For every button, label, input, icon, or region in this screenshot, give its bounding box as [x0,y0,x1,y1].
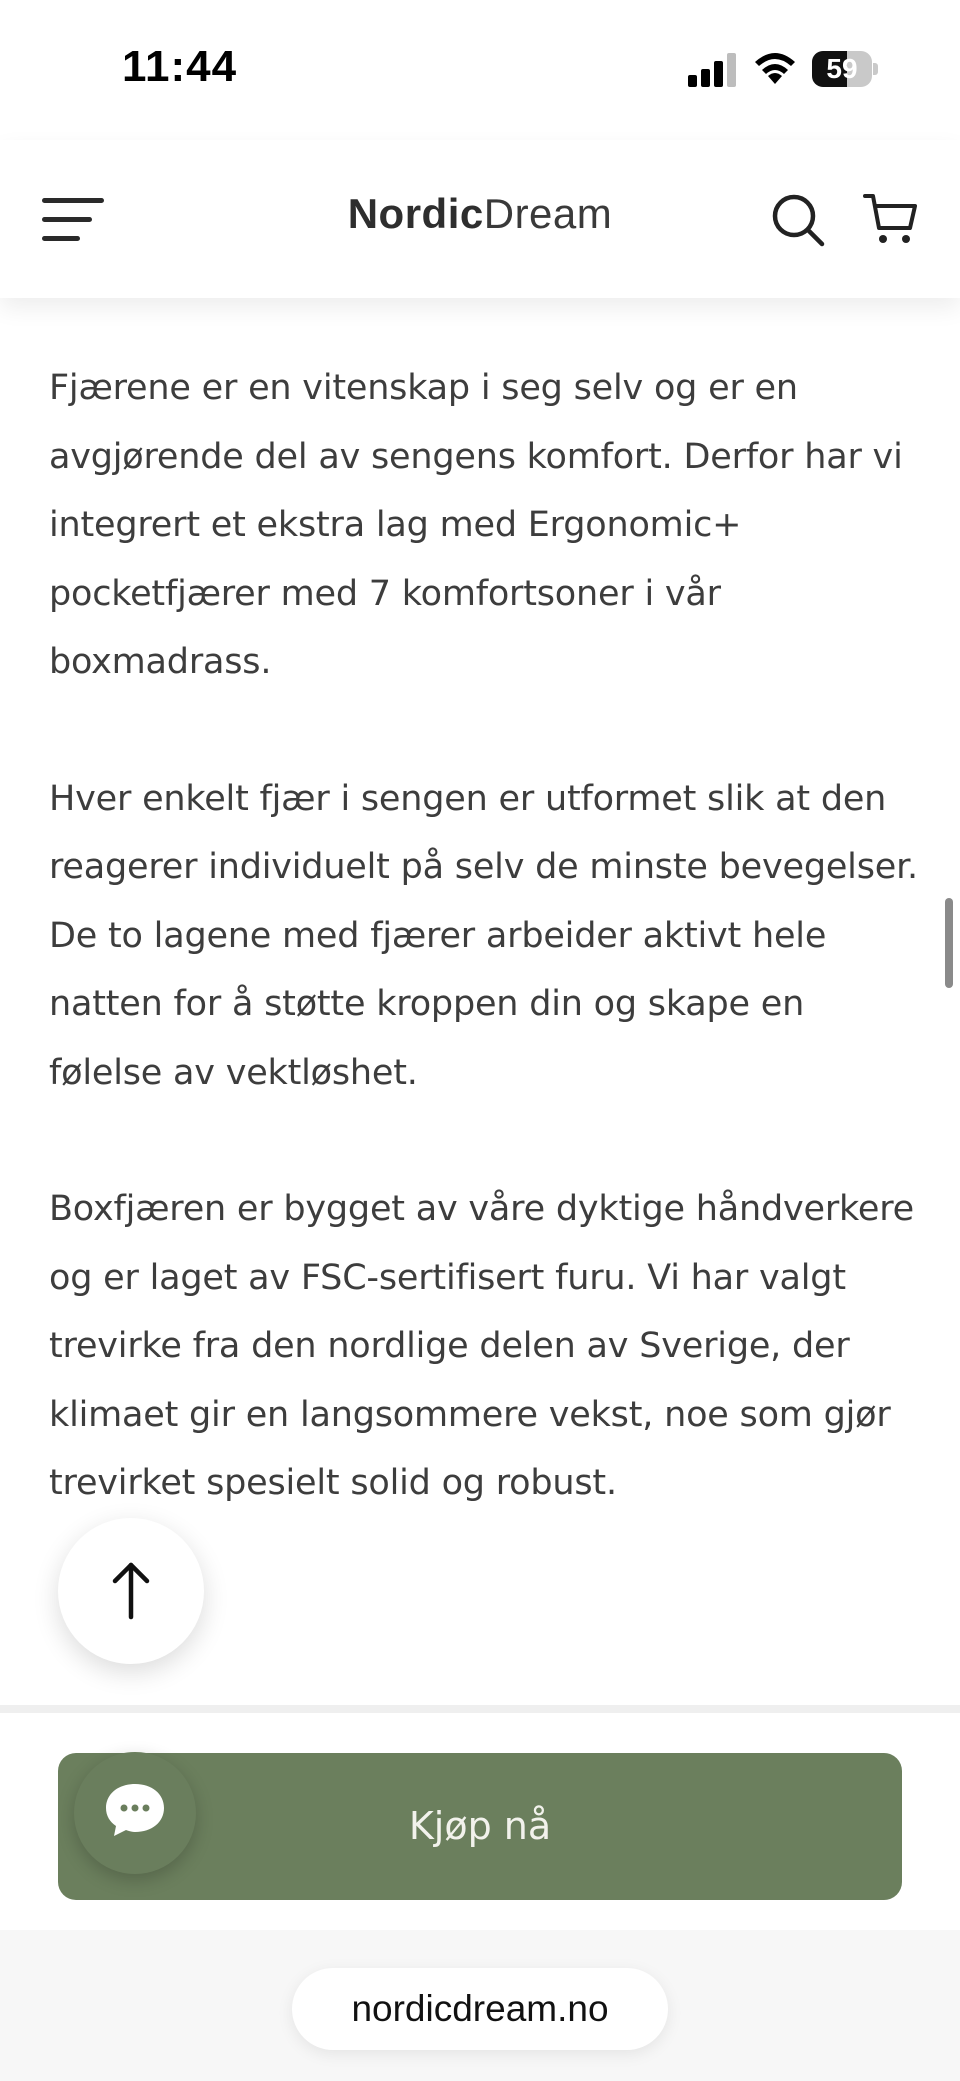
description-paragraph-2: Hver enkelt fjær i sengen er utformet slik at den reagerer individuelt på selv de minste bevegelser. De to lagene med fjærer arbeider aktivt hele natten for å støtte kroppen din og skape en følelse av vektløshet. [49,778,918,1093]
search-icon [770,192,826,248]
chat-bubble-icon [104,1782,166,1838]
logo-part-2: Dream [483,190,613,237]
divider [0,1705,960,1713]
status-bar [0,0,960,140]
cart-icon [862,190,918,250]
arrow-up-icon [107,1561,155,1621]
browser-url[interactable]: nordicdream.no [292,1968,668,2050]
product-description [49,354,921,1586]
search-button[interactable] [770,192,826,248]
battery-icon [812,51,878,87]
status-time: 11:44 [122,42,238,91]
cart-button[interactable] [862,190,918,250]
description-paragraph-1: Fjærene er en vitenskap i seg selv og er en avgjørende del av sengens komfort. Derfor har vi integrert et ekstra lag med Ergonomic+ pocketfjærer med 7 komfortsoner i vår boxmadrass. [49,368,903,682]
cellular-signal-icon [688,53,738,87]
description-paragraph-3: Boxfjæren er bygget av våre dyktige håndverkere og er laget av FSC-sertifisert furu. Vi har valgt trevirke fra den nordlige delen av Sverige, der klimaet gir en langsommere vekst, noe som gjør trevirket spesielt solid og robust. [49,1189,914,1503]
battery-percent: 59 [826,53,858,84]
scrollbar[interactable] [945,898,953,988]
scroll-to-top-button[interactable] [58,1518,204,1664]
logo-part-1: Nordic [347,190,484,237]
buy-now-button[interactable]: Kjøp nå [58,1753,902,1900]
chat-button[interactable] [74,1752,196,1874]
site-header [0,140,960,298]
wifi-icon [752,50,798,86]
